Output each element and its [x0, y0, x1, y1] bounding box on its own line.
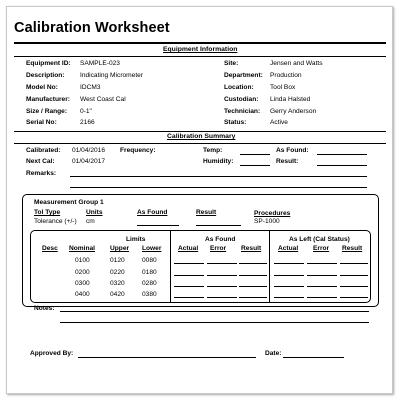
as-left-actual-field[interactable] [274, 275, 304, 276]
row-nominal: 0200 [75, 269, 90, 276]
as-left-error-field[interactable] [307, 275, 337, 276]
custodian-value: Linda Halsted [270, 96, 311, 103]
measurement-group-title: Measurement Group 1 [34, 199, 104, 206]
summary-section-header: Calibration Summary [167, 133, 236, 140]
group-result-field[interactable] [196, 225, 241, 226]
model-no-label: Model No: [26, 84, 58, 91]
location-value: Tool Box [270, 84, 296, 91]
group-as-found-label: As Found [137, 209, 168, 216]
manufacturer-value: West Coast Cal [80, 96, 126, 103]
status-label: Status: [224, 119, 247, 126]
result-field[interactable] [317, 165, 367, 166]
as-found-error-header: Error [210, 245, 227, 252]
title-rule [14, 42, 386, 44]
as-found-actual-field[interactable] [174, 275, 204, 276]
equipment-id-label: Equipment ID: [26, 60, 71, 67]
as-left-result-field[interactable] [340, 263, 368, 264]
lower-header: Lower [142, 245, 162, 252]
equipment-section-header: Equipment Information [163, 46, 238, 53]
summary-top-rule [14, 131, 386, 132]
units-value: cm [86, 218, 95, 225]
group-as-found-field[interactable] [137, 225, 179, 226]
procedures-value: SP-1000 [254, 218, 280, 225]
as-found-actual-field[interactable] [174, 286, 204, 287]
notes-label: Notes: [34, 305, 55, 312]
summary-rule [14, 143, 386, 144]
remarks-field-line-2[interactable] [70, 187, 367, 188]
procedures-label: Procedures [254, 210, 291, 217]
approved-by-field[interactable] [78, 357, 256, 358]
as-left-actual-field[interactable] [274, 286, 304, 287]
as-found-error-field[interactable] [207, 286, 237, 287]
as-left-error-header: Error [313, 245, 330, 252]
model-no-value: IDCM3 [80, 84, 101, 91]
row-upper: 0420 [110, 291, 125, 298]
calibrated-label: Calibrated: [26, 147, 61, 154]
size-range-value: 0-1" [80, 108, 92, 115]
serial-no-label: Serial No: [26, 119, 57, 126]
row-lower: 0380 [142, 291, 157, 298]
frequency-label: Frequency: [120, 147, 156, 154]
as-found-result-field[interactable] [239, 263, 267, 264]
as-left-error-field[interactable] [307, 297, 337, 298]
humidity-label: Humidity: [203, 158, 234, 165]
row-upper: 0120 [110, 257, 125, 264]
as-left-result-header: Result [342, 245, 363, 252]
row-nominal: 0100 [75, 257, 90, 264]
equipment-id-value: SAMPLE-023 [80, 60, 120, 67]
approved-by-label: Approved By: [30, 350, 74, 357]
status-value: Active [270, 119, 288, 126]
as-left-error-field[interactable] [307, 286, 337, 287]
description-value: Indicating Micrometer [80, 72, 144, 79]
department-label: Department: [224, 72, 263, 79]
as-found-field[interactable] [317, 154, 367, 155]
as-left-actual-field[interactable] [274, 263, 304, 264]
as-left-error-field[interactable] [307, 263, 337, 264]
tol-type-value: Tolerance (+/-) [34, 218, 77, 225]
as-found-result-header: Result [241, 245, 262, 252]
manufacturer-label: Manufacturer: [26, 96, 70, 103]
row-upper: 0220 [110, 269, 125, 276]
as-found-label: As Found: [276, 147, 309, 154]
technician-value: Gerry Anderson [270, 108, 317, 115]
notes-field-line-2[interactable] [60, 322, 369, 323]
result-label: Result: [276, 158, 299, 165]
desc-header: Desc [42, 245, 58, 252]
row-upper: 0320 [110, 280, 125, 287]
as-left-header: As Left (Cal Status) [289, 236, 350, 243]
nominal-header: Nominal [69, 245, 96, 252]
tol-type-label: Tol Type [34, 209, 61, 216]
date-label: Date: [265, 350, 282, 357]
row-lower: 0180 [142, 269, 157, 276]
as-left-result-field[interactable] [340, 286, 368, 287]
page-title: Calibration Worksheet [14, 20, 170, 36]
equipment-rule [14, 56, 386, 57]
as-found-error-field[interactable] [207, 297, 237, 298]
notes-field-line-1[interactable] [60, 311, 369, 312]
humidity-field[interactable] [240, 165, 270, 166]
row-lower: 0280 [142, 280, 157, 287]
as-left-actual-header: Actual [278, 245, 299, 252]
remarks-label: Remarks: [26, 170, 57, 177]
as-left-result-field[interactable] [340, 297, 368, 298]
as-found-result-field[interactable] [239, 286, 267, 287]
units-label: Units [86, 209, 103, 216]
as-found-actual-header: Actual [178, 245, 199, 252]
site-label: Site: [224, 60, 239, 67]
as-found-result-field[interactable] [239, 275, 267, 276]
serial-no-value: 2166 [80, 119, 95, 126]
as-found-actual-field[interactable] [174, 263, 204, 264]
as-found-error-field[interactable] [207, 275, 237, 276]
table-divider-2 [269, 230, 270, 303]
technician-label: Technician: [224, 108, 261, 115]
row-nominal: 0300 [75, 280, 90, 287]
remarks-field-line-1[interactable] [70, 176, 367, 177]
custodian-label: Custodian: [224, 96, 259, 103]
as-left-actual-field[interactable] [274, 297, 304, 298]
group-result-label: Result [196, 209, 217, 216]
as-found-result-field[interactable] [239, 297, 267, 298]
as-found-actual-field[interactable] [174, 297, 204, 298]
department-value: Production [270, 72, 302, 79]
site-value: Jensen and Watts [270, 60, 323, 67]
row-nominal: 0400 [75, 291, 90, 298]
row-lower: 0080 [142, 257, 157, 264]
next-cal-value: 01/04/2017 [72, 158, 106, 165]
size-range-label: Size / Range: [26, 108, 68, 115]
as-left-result-field[interactable] [340, 275, 368, 276]
next-cal-label: Next Cal: [26, 158, 55, 165]
temp-field[interactable] [240, 154, 270, 155]
description-label: Description: [26, 72, 65, 79]
temp-label: Temp: [203, 147, 223, 154]
as-found-header: As Found [205, 236, 236, 243]
location-label: Location: [224, 84, 254, 91]
date-field[interactable] [283, 357, 344, 358]
table-divider-1 [170, 230, 171, 303]
as-found-error-field[interactable] [207, 263, 237, 264]
limits-header: Limits [126, 236, 146, 243]
upper-header: Upper [110, 245, 130, 252]
calibrated-value: 01/04/2016 [72, 147, 106, 154]
